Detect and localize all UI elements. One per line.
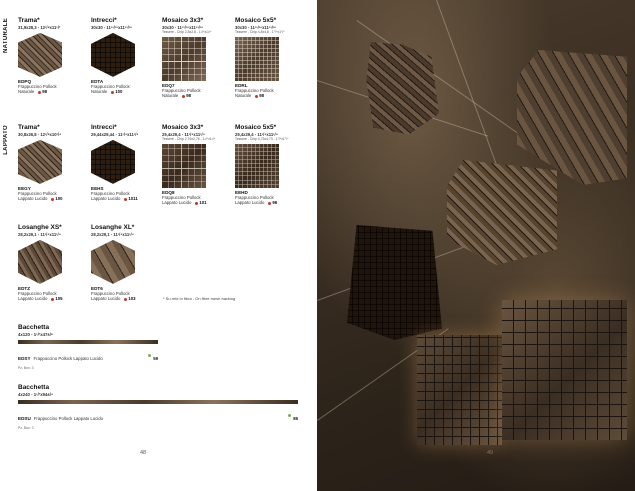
trim-title: Bacchetta bbox=[18, 384, 50, 391]
price-group: 1011 bbox=[128, 196, 138, 202]
product-finish: Naturale bbox=[235, 93, 252, 99]
price-group: 86 bbox=[293, 416, 298, 421]
product-finish-line bbox=[235, 93, 307, 98]
price-dot-icon bbox=[148, 354, 151, 357]
price-dot-icon bbox=[255, 95, 258, 98]
product-dimensions: 29,4x29,4 - 11¹/⁴x11¹/⁴ bbox=[162, 131, 205, 137]
trim-name: Frappuccino Pollock Lappato Lucido bbox=[33, 416, 104, 421]
price-dot-icon bbox=[195, 202, 198, 205]
mosaic-3x3-panel bbox=[417, 335, 502, 445]
product-finish-line bbox=[235, 200, 307, 205]
product-finish: Lappato Lucido bbox=[91, 296, 121, 302]
product-finish: Naturale bbox=[91, 89, 108, 95]
product-finish: Lappato Lucido bbox=[235, 200, 265, 206]
price-group: 105 bbox=[55, 296, 63, 302]
trim-card bbox=[18, 384, 298, 430]
product-finish: Naturale bbox=[18, 89, 35, 95]
trim-row bbox=[18, 407, 298, 425]
product-finish: Lappato Lucido bbox=[18, 196, 48, 202]
price-group: 103 bbox=[128, 296, 136, 302]
price-group: 98 bbox=[259, 93, 265, 99]
trama-panel bbox=[447, 160, 557, 265]
product-title: Intrecci* bbox=[91, 17, 117, 24]
product-code: EDPQ bbox=[18, 78, 32, 84]
product-card bbox=[18, 18, 90, 95]
product-dimensions: 28,2x29,1 - 11¹/⁴x11¹/⁴ bbox=[91, 231, 134, 237]
product-card bbox=[18, 125, 90, 202]
product-name: Frappuccino Pollock bbox=[162, 87, 201, 93]
product-name: Frappuccino Pollock bbox=[91, 290, 130, 296]
product-dimensions: 30x30 - 11¹³/¹⁶x11¹³/¹⁶ bbox=[162, 24, 204, 30]
product-finish-line bbox=[162, 93, 234, 98]
product-code: EEHS bbox=[91, 185, 104, 191]
product-dimensions: 29,4x29,4 - 11¹/⁴x11¹/⁴ bbox=[235, 131, 278, 137]
trim-box-qty: Pz. Box: 3 bbox=[18, 426, 34, 430]
product-dimensions: 31,9x28,3 - 12¹/⁸x11¹/² bbox=[18, 24, 61, 30]
price-dot-icon bbox=[38, 91, 41, 94]
trim-image bbox=[18, 400, 298, 404]
product-finish: Lappato Lucido bbox=[162, 200, 192, 206]
price-dot-icon bbox=[268, 202, 271, 205]
left-page bbox=[0, 0, 317, 491]
price-group: 100 bbox=[115, 89, 123, 95]
product-card bbox=[235, 18, 307, 99]
trim-dimensions: 4x120 - 1¹/²x47±/⁸ bbox=[18, 332, 53, 337]
product-name: Frappuccino Pollock bbox=[91, 190, 130, 196]
tile-image bbox=[18, 140, 62, 184]
product-title: Losanghe XL* bbox=[91, 224, 135, 231]
tile-image bbox=[235, 37, 279, 81]
price-dot-icon bbox=[182, 95, 185, 98]
product-title: Trama* bbox=[18, 124, 40, 131]
trim-image bbox=[18, 340, 158, 344]
product-dimensions: 30,8x26,8 - 12¹/⁸x10¹/⁴ bbox=[18, 131, 62, 137]
product-chip-size: Tessere - Chip 4,73x4,73 - 1⁷/⁸x1⁷/⁸ bbox=[235, 136, 289, 141]
price-group: 100 bbox=[55, 196, 63, 202]
product-dimensions: 30x30 - 11¹³/¹⁶x11¹³/¹⁶ bbox=[91, 24, 133, 30]
product-code: EDTZ bbox=[18, 285, 30, 291]
product-name: Frappuccino Pollock bbox=[235, 87, 274, 93]
trim-code: EDSU bbox=[18, 416, 31, 421]
tile-image bbox=[91, 33, 135, 77]
product-title: Mosaico 3x3* bbox=[162, 124, 204, 131]
tile-image bbox=[18, 33, 62, 77]
tile-image bbox=[91, 240, 135, 284]
product-finish: Lappato Lucido bbox=[18, 296, 48, 302]
price-dot-icon bbox=[51, 198, 54, 201]
product-dimensions: 30x30 - 11¹³/¹⁶x11¹³/¹⁶ bbox=[235, 24, 277, 30]
price-dot-icon bbox=[111, 91, 114, 94]
trim-row bbox=[18, 347, 158, 365]
tile-image bbox=[18, 240, 62, 284]
product-code: EDT6 bbox=[91, 285, 103, 291]
intrecci-panel bbox=[347, 225, 442, 340]
price-group: 59 bbox=[153, 356, 158, 361]
product-title: Intrecci* bbox=[91, 124, 117, 131]
product-code: EEGY bbox=[18, 185, 31, 191]
product-code: EDQ8 bbox=[162, 189, 175, 195]
product-chip-size: Tessere - Chip 4,8x4,8 - 1⁷/⁸x1⁷/⁸ bbox=[235, 29, 285, 34]
price-dot-icon bbox=[124, 298, 127, 301]
product-card bbox=[91, 125, 163, 202]
product-card bbox=[91, 18, 163, 95]
product-name: Frappuccino Pollock bbox=[18, 83, 57, 89]
herringbone-panel bbox=[364, 38, 440, 138]
product-finish: Lappato Lucido bbox=[91, 196, 121, 202]
product-title: Mosaico 5x5* bbox=[235, 17, 277, 24]
trim-code: EDSY bbox=[18, 356, 31, 361]
product-name: Frappuccino Pollock bbox=[18, 290, 57, 296]
trim-name: Frappuccino Pollock Lappato Lucido bbox=[33, 356, 103, 361]
mosaic-5x5-panel bbox=[502, 300, 627, 440]
product-finish-line bbox=[91, 89, 163, 94]
product-code: EDRL bbox=[235, 82, 248, 88]
product-code: EEHD bbox=[235, 189, 248, 195]
product-finish-line bbox=[18, 89, 90, 94]
page-number-right: 49 bbox=[487, 450, 494, 456]
tile-image bbox=[162, 144, 206, 188]
mesh-note: * Su rete in fibra - On fibre mesh backing bbox=[163, 296, 236, 301]
trim-dimensions: 4x240 - 1¹/²x94±/⁴ bbox=[18, 392, 54, 397]
price-dot-icon bbox=[124, 198, 127, 201]
price-dot-icon bbox=[288, 414, 291, 417]
tile-image bbox=[91, 140, 135, 184]
tile-image bbox=[162, 37, 206, 81]
price-group: 98 bbox=[186, 93, 192, 99]
product-chip-size: Tessere - Chip 2,76x2,76 - 1¹/⁸x1¹/⁸ bbox=[162, 136, 216, 141]
product-card bbox=[91, 225, 163, 302]
product-title: Losanghe XS* bbox=[18, 224, 62, 231]
product-dimensions: 29,44x29,44 - 11¹/⁴x11¹/⁴ bbox=[91, 131, 139, 137]
product-card bbox=[162, 125, 234, 206]
losanghe-panel bbox=[517, 50, 627, 185]
product-finish-line bbox=[162, 200, 234, 205]
tile-image bbox=[235, 144, 279, 188]
product-code: EDTA bbox=[91, 78, 104, 84]
product-card bbox=[162, 18, 234, 99]
product-finish: Naturale bbox=[162, 93, 179, 99]
trim-box-qty: Pz. Box: 3 bbox=[18, 366, 34, 370]
trim-card bbox=[18, 324, 298, 370]
price-dot-icon bbox=[51, 298, 54, 301]
ambience-photo bbox=[317, 0, 635, 491]
product-title: Mosaico 5x5* bbox=[235, 124, 277, 131]
product-finish-line bbox=[91, 296, 163, 301]
product-name: Frappuccino Pollock bbox=[162, 194, 201, 200]
page-number-left: 48 bbox=[140, 450, 147, 456]
price-group: 96 bbox=[272, 200, 278, 206]
product-card bbox=[18, 225, 90, 302]
product-title: Trama* bbox=[18, 17, 40, 24]
product-card bbox=[235, 125, 307, 206]
product-finish-line bbox=[91, 196, 163, 201]
product-code: EDQ7 bbox=[162, 82, 175, 88]
price-group: 101 bbox=[199, 200, 207, 206]
trim-title: Bacchetta bbox=[18, 324, 50, 331]
product-name: Frappuccino Pollock bbox=[91, 83, 130, 89]
product-chip-size: Tessere - Chip 2,8x2,8 - 1¹/⁸x1¹/⁸ bbox=[162, 29, 212, 34]
product-title: Mosaico 3x3* bbox=[162, 17, 204, 24]
product-finish-line bbox=[18, 196, 90, 201]
naturale-label: NATURALE bbox=[3, 18, 9, 53]
product-name: Frappuccino Pollock bbox=[18, 190, 57, 196]
price-group: 98 bbox=[42, 89, 48, 95]
product-finish-line bbox=[18, 296, 90, 301]
product-name: Frappuccino Pollock bbox=[235, 194, 274, 200]
product-dimensions: 28,2x29,1 - 11¹/⁴x11¹/⁴ bbox=[18, 231, 61, 237]
lappato-label: LAPPATO bbox=[3, 125, 9, 155]
